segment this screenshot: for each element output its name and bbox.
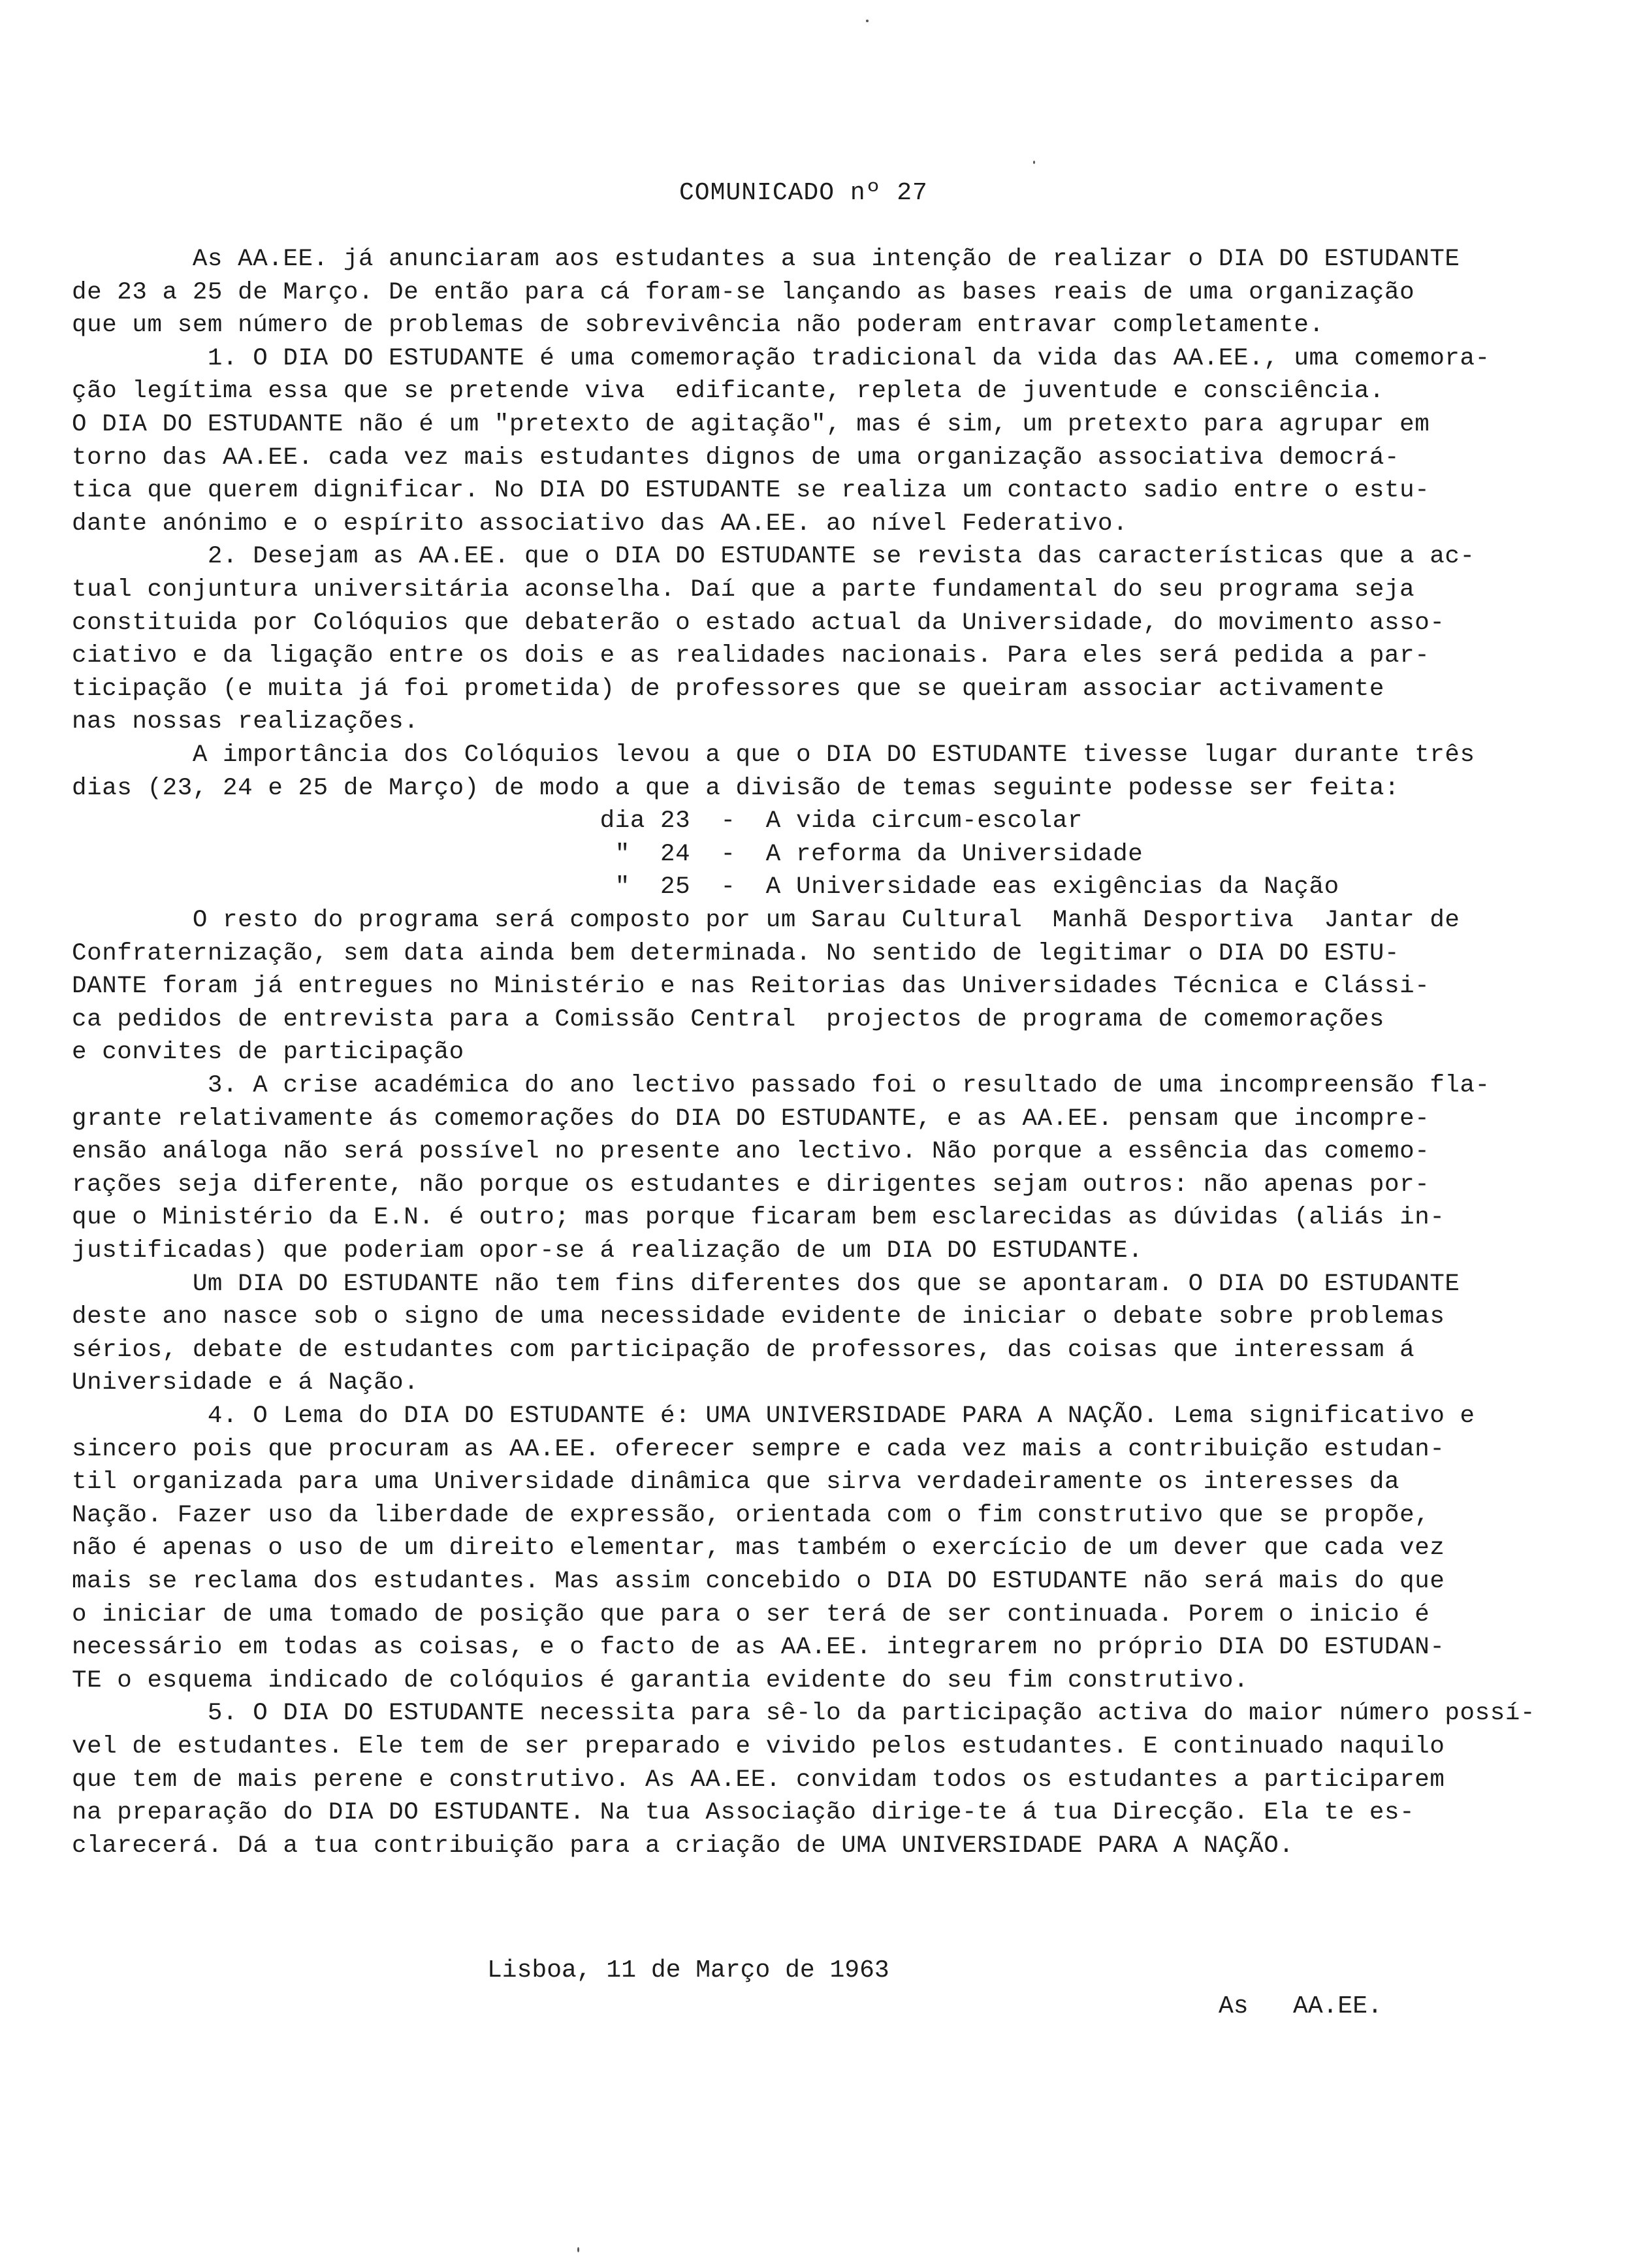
text-line: sincero pois que procuram as AA.EE. oferecer sempre e cada vez mais a contribuição estudan-: [72, 1436, 1445, 1463]
text-line: As AA.EE. já anunciaram aos estudantes a sua intenção de realizar o DIA DO ESTUDANTE: [72, 246, 1460, 273]
text-line: que um sem número de problemas de sobrevivência não poderam entravar completamente.: [72, 312, 1324, 339]
text-line: deste ano nasce sob o signo de uma necessidade evidente de iniciar o debate sobre problemas: [72, 1303, 1445, 1331]
text-line: não é apenas o uso de um direito elementar, mas também o exercício de um dever que cada vez: [72, 1534, 1445, 1562]
text-line: Universidade e á Nação.: [72, 1369, 419, 1397]
text-line: O resto do programa será composto por um Sarau Cultural Manhã Desportiva Jantar de: [72, 907, 1460, 934]
text-line: tica que querem dignificar. No DIA DO ESTUDANTE se realiza um contacto sadio entre o estu-: [72, 477, 1430, 504]
text-line: 5. O DIA DO ESTUDANTE necessita para sê-lo da participação activa do maior número possí-: [72, 1700, 1536, 1727]
text-line: dante anónimo e o espírito associativo das AA.EE. ao nível Federativo.: [72, 510, 1128, 538]
text-line: 3. A crise académica do ano lectivo passado foi o resultado de uma incompreensão fla-: [72, 1072, 1490, 1099]
text-line: Um DIA DO ESTUDANTE não tem fins diferentes dos que se apontaram. O DIA DO ESTUDANTE: [72, 1271, 1460, 1298]
text-line: Nação. Fazer uso da liberdade de expressão, orientada com o fim construtivo que se propõe,: [72, 1502, 1430, 1529]
text-line: DANTE foram já entregues no Ministério e nas Reitorias das Universidades Técnica e Clássi-: [72, 973, 1430, 1000]
text-line: rações seja diferente, não porque os estudantes e dirigentes sejam outros: não apenas por-: [72, 1171, 1430, 1199]
text-line: nas nossas realizações.: [72, 708, 419, 736]
text-line: 4. O Lema do DIA DO ESTUDANTE é: UMA UNIVERSIDADE PARA A NAÇÃO. Lema significativo e: [72, 1402, 1475, 1430]
text-line: tual conjuntura universitária aconselha. Daí que a parte fundamental do seu programa seja: [72, 576, 1415, 604]
text-line: constituida por Colóquios que debaterão o estado actual da Universidade, do movimento asso-: [72, 609, 1445, 637]
text-line: dias (23, 24 e 25 de Março) de modo a que a divisão de temas seguinte podesse ser feita:: [72, 775, 1400, 802]
scan-speck: [866, 20, 869, 22]
text-line: necessário em todas as coisas, e o facto de as AA.EE. integrarem no próprio DIA DO ESTUDAN-: [72, 1634, 1445, 1661]
text-line: mais se reclama dos estudantes. Mas assim concebido o DIA DO ESTUDANTE não será mais do que: [72, 1568, 1445, 1595]
text-line: de 23 a 25 de Março. De então para cá foram-se lançando as bases reais de uma organização: [72, 279, 1415, 306]
text-line: dia 23 - A vida circum-escolar: [72, 807, 1083, 835]
text-line: til organizada para uma Universidade dinâmica que sirva verdadeiramente os interesses da: [72, 1468, 1400, 1496]
text-line: que o Ministério da E.N. é outro; mas porque ficaram bem esclarecidas as dúvidas (aliás in-: [72, 1204, 1445, 1231]
text-line: ca pedidos de entrevista para a Comissão Central projectos de programa de comemorações: [72, 1006, 1385, 1033]
text-line: grante relativamente ás comemorações do DIA DO ESTUDANTE, e as AA.EE. pensam que incompre-: [72, 1105, 1430, 1133]
text-line: e convites de participação: [72, 1039, 464, 1066]
signature: As AA.EE.: [1219, 1992, 1382, 2020]
text-line: ticipação (e muita já foi prometida) de professores que se queiram associar activamente: [72, 675, 1385, 703]
text-line: torno das AA.EE. cada vez mais estudantes dignos de uma organização associativa democrá-: [72, 444, 1400, 472]
text-line: ção legítima essa que se pretende viva edificante, repleta de juventude e consciência.: [72, 378, 1385, 405]
text-line: que tem de mais perene e construtivo. As AA.EE. convidam todos os estudantes a participarem: [72, 1766, 1445, 1794]
text-line: A importância dos Colóquios levou a que o DIA DO ESTUDANTE tivesse lugar durante três: [72, 741, 1475, 769]
document-title: COMUNICADO nº 27: [679, 179, 928, 207]
text-line: ensão análoga não será possível no presente ano lectivo. Não porque a essência das comemo-: [72, 1138, 1430, 1165]
text-line: " 25 - A Universidade eas exigências da Nação: [72, 873, 1339, 901]
text-line: 1. O DIA DO ESTUDANTE é uma comemoração tradicional da vida das AA.EE., uma comemora-: [72, 345, 1490, 372]
text-line: " 24 - A reforma da Universidade: [72, 841, 1143, 868]
text-line: na preparação do DIA DO ESTUDANTE. Na tua Associação dirige-te á tua Direcção. Ela te es-: [72, 1799, 1415, 1826]
text-line: clarecerá. Dá a tua contribuição para a criação de UMA UNIVERSIDADE PARA A NAÇÃO.: [72, 1832, 1294, 1860]
text-line: Confraternização, sem data ainda bem determinada. No sentido de legitimar o DIA DO ESTU-: [72, 940, 1400, 967]
text-line: 2. Desejam as AA.EE. que o DIA DO ESTUDANTE se revista das características que a ac-: [72, 543, 1475, 570]
text-line: sérios, debate de estudantes com participação de professores, das coisas que interessam á: [72, 1336, 1415, 1364]
scan-speck: [1033, 161, 1035, 164]
text-line: justificadas) que poderiam opor-se á realização de um DIA DO ESTUDANTE.: [72, 1237, 1143, 1265]
text-line: ciativo e da ligação entre os dois e as realidades nacionais. Para eles será pedida a par-: [72, 642, 1430, 670]
text-line: TE o esquema indicado de colóquios é garantia evidente do seu fim construtivo.: [72, 1667, 1249, 1694]
place-and-date: Lisboa, 11 de Março de 1963: [487, 1956, 889, 1984]
text-line: O DIA DO ESTUDANTE não é um "pretexto de agitação", mas é sim, um pretexto para agrupar em: [72, 411, 1430, 438]
scan-speck: [577, 2247, 579, 2252]
text-line: vel de estudantes. Ele tem de ser preparado e vivido pelos estudantes. E continuado naquilo: [72, 1733, 1445, 1760]
text-line: o iniciar de uma tomado de posição que para o ser terá de ser continuada. Porem o inicio é: [72, 1601, 1430, 1628]
